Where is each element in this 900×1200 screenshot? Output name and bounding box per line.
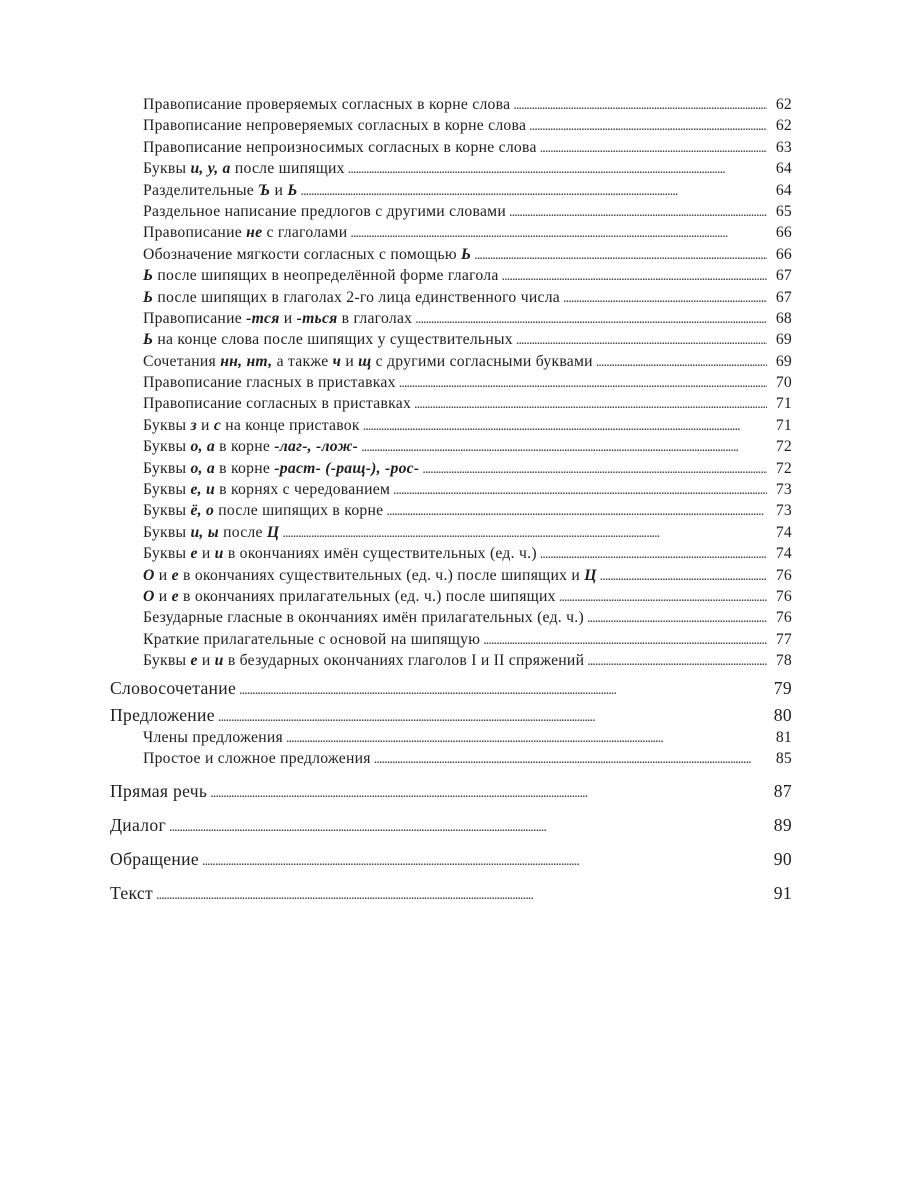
section-title: Прямая речь (110, 781, 208, 802)
toc-subentry[interactable] (110, 565, 792, 586)
title-text: Обозначение мягкости согласных с помощью (143, 245, 462, 263)
page-number: 91 (773, 883, 792, 904)
title-text: Буквы (143, 481, 191, 499)
page-number: 73 (775, 481, 792, 499)
subentry-title (143, 500, 383, 521)
emphasized-letters: с (213, 416, 222, 434)
subentry-title (143, 351, 593, 372)
subsection-list-sentence (110, 727, 792, 770)
subentry-title (143, 137, 537, 158)
title-text: после шипящих в корне (214, 502, 384, 520)
title-text: в безударных окончаниях глаголов I и II спряжений (223, 652, 585, 670)
emphasized-letters: О (143, 566, 155, 584)
emphasized-letters: -раст- (-ращ-), -рос- (274, 459, 420, 477)
emphasized-letters: е (171, 587, 179, 605)
emphasized-letters: и, у, а (190, 160, 231, 178)
subsection-list-orthography (110, 94, 792, 672)
title-text: Правописание (143, 309, 247, 327)
title-text: с глаголами (262, 224, 348, 242)
page-number: 72 (775, 459, 792, 477)
emphasized-letters: щ (358, 352, 372, 370)
title-text: Правописание непроизносимых согласных в корне слова (143, 138, 537, 156)
emphasized-letters: е (190, 652, 198, 670)
title-text: Буквы (143, 160, 191, 178)
toc-subentry[interactable] (110, 201, 792, 222)
dot-leader (399, 372, 767, 394)
toc-subentry[interactable] (110, 436, 792, 457)
page-number: 70 (775, 374, 792, 392)
emphasized-letters: Ь (143, 267, 154, 285)
toc-subentry[interactable] (110, 137, 792, 158)
table-of-contents (110, 94, 792, 905)
dot-leader (513, 94, 767, 116)
toc-subentry[interactable] (110, 607, 792, 628)
toc-subentry[interactable] (110, 244, 792, 265)
subentry-title (143, 222, 347, 243)
dot-leader (301, 180, 767, 202)
toc-subentry[interactable] (110, 265, 792, 286)
emphasized-letters: не (246, 224, 263, 242)
page-number: 66 (775, 245, 792, 263)
toc-subentry[interactable] (110, 479, 792, 500)
page-number: 68 (775, 309, 792, 327)
page-number: 72 (775, 438, 792, 456)
subentry-title (143, 158, 345, 179)
emphasized-letters: Ь (143, 288, 154, 306)
toc-subentry[interactable] (110, 650, 792, 671)
page-number: 85 (775, 749, 792, 767)
dot-leader (156, 881, 767, 908)
dot-leader (348, 158, 767, 180)
dot-leader (516, 329, 767, 351)
page-number: 76 (775, 587, 792, 605)
page-number: 73 (775, 502, 792, 520)
page-number: 78 (775, 652, 792, 670)
toc-section-slovosochetanie[interactable] (110, 676, 792, 700)
title-text: в глаголах (337, 309, 413, 327)
page-number: 77 (775, 630, 792, 648)
toc-section-pryamaya-rech[interactable] (110, 779, 792, 803)
toc-subentry[interactable] (110, 543, 792, 564)
dot-leader (559, 586, 767, 608)
title-text: Сочетания (143, 352, 221, 370)
subentry-title (143, 393, 411, 414)
subentry-title (143, 244, 471, 265)
subentry-title (143, 372, 396, 393)
toc-subentry[interactable] (110, 372, 792, 393)
subentry-title (143, 586, 556, 607)
dot-leader (483, 629, 767, 651)
emphasized-letters: Ь (287, 181, 298, 199)
title-text: Правописание согласных в приставках (143, 395, 412, 413)
emphasized-letters: и (214, 545, 224, 563)
dot-leader (286, 727, 767, 749)
title-text: с другими согласными буквами (371, 352, 593, 370)
title-text: Краткие прилагательные с основой на шипящую (143, 630, 481, 648)
dot-leader (393, 479, 767, 501)
section-title: Обращение (110, 849, 199, 870)
title-text: а также (272, 352, 333, 370)
title-text: Безударные гласные в окончаниях имён прилагательных (ед. ч.) (143, 609, 584, 627)
toc-subentry[interactable] (110, 115, 792, 136)
subentry-title (143, 458, 419, 479)
section-title: Предложение (110, 704, 215, 725)
page-number: 69 (775, 352, 792, 370)
title-text: Правописание гласных в приставках (143, 374, 396, 392)
page-number: 67 (775, 267, 792, 285)
subentry-title (143, 565, 597, 586)
emphasized-letters: нн, нт, (220, 352, 273, 370)
emphasized-letters: -лаг-, -лож- (274, 438, 359, 456)
dot-leader (350, 222, 767, 244)
subentry-title (143, 436, 358, 457)
toc-subentry[interactable] (110, 748, 792, 769)
title-text: Правописание непроверяемых согласных в корне слова (143, 117, 527, 135)
page-number: 62 (775, 96, 792, 113)
title-text: Буквы (143, 545, 191, 563)
title-text: и (270, 181, 288, 199)
toc-subentry[interactable] (110, 94, 792, 115)
page-number: 89 (773, 815, 792, 836)
subentry-title (143, 115, 526, 136)
title-text: и (279, 309, 297, 327)
toc-section-tekst[interactable] (110, 881, 792, 905)
page-number: 81 (775, 728, 792, 746)
toc-section-predlozhenie[interactable] (110, 703, 792, 727)
toc-subentry[interactable] (110, 393, 792, 414)
toc-section-obrashchenie[interactable] (110, 847, 792, 871)
title-text: и (196, 416, 214, 434)
title-text: Члены предложения (143, 728, 283, 746)
subentry-title (143, 629, 480, 650)
dot-leader (563, 287, 767, 309)
subentry-title (143, 287, 560, 308)
page-number: 65 (775, 202, 792, 220)
emphasized-letters: О (143, 587, 155, 605)
toc-subentry[interactable] (110, 458, 792, 479)
title-text: Буквы (143, 652, 191, 670)
page-number: 80 (773, 704, 792, 725)
page-number: 64 (775, 181, 792, 199)
toc-subentry[interactable] (110, 586, 792, 607)
page-number: 66 (775, 224, 792, 242)
dot-leader (529, 115, 767, 137)
page-number: 76 (775, 566, 792, 584)
subentry-title (143, 308, 412, 329)
subentry-title (143, 650, 584, 671)
title-text: Раздельное написание предлогов с другими словами (143, 202, 506, 220)
dot-leader (596, 351, 767, 373)
dot-leader (361, 436, 767, 458)
dot-leader (587, 650, 767, 672)
dot-leader (600, 565, 767, 587)
toc-subentry[interactable] (110, 727, 792, 748)
emphasized-letters: о, а (190, 459, 215, 477)
title-text: Буквы (143, 416, 191, 434)
emphasized-letters: е (171, 566, 179, 584)
subentry-title (143, 727, 283, 748)
emphasized-letters: -тся (246, 309, 280, 327)
title-text: Правописание (143, 224, 247, 242)
subentry-title (143, 201, 506, 222)
title-text: Буквы (143, 438, 191, 456)
toc-subentry[interactable] (110, 415, 792, 436)
title-text: после шипящих в глаголах 2-го лица единственного числа (153, 288, 560, 306)
dot-leader (386, 500, 767, 522)
title-text: Буквы (143, 523, 191, 541)
page-number: 63 (775, 138, 792, 156)
emphasized-letters: и (214, 652, 224, 670)
dot-leader (587, 607, 767, 629)
page-number: 87 (773, 781, 792, 802)
page-number: 79 (773, 677, 792, 698)
subentry-title (143, 94, 510, 115)
title-text: в корне (214, 459, 275, 477)
emphasized-letters: -ться (296, 309, 338, 327)
title-text: Разделительные (143, 181, 259, 199)
toc-subentry[interactable] (110, 351, 792, 372)
title-text: и (154, 566, 172, 584)
title-text: Правописание проверяемых согласных в корне слова (143, 96, 511, 113)
emphasized-letters: Ц (584, 566, 597, 584)
toc-subentry[interactable] (110, 308, 792, 329)
title-text: в окончаниях существительных (ед. ч.) после шипящих и (178, 566, 585, 584)
title-text: в окончаниях имён существительных (ед. ч.) (223, 545, 537, 563)
page-number: 62 (775, 117, 792, 135)
dot-leader (202, 847, 767, 874)
dot-leader (282, 522, 767, 544)
page-number: 69 (775, 331, 792, 349)
dot-leader (210, 779, 767, 806)
toc-subentry[interactable] (110, 522, 792, 543)
dot-leader (540, 543, 767, 565)
toc-subentry[interactable] (110, 500, 792, 521)
page-number: 74 (775, 545, 792, 563)
subentry-title (143, 329, 513, 350)
title-text: в корне (214, 438, 275, 456)
page-number: 67 (775, 288, 792, 306)
dot-leader (414, 393, 767, 415)
subentry-title (143, 748, 371, 769)
subentry-title (143, 265, 499, 286)
toc-subentry[interactable] (110, 329, 792, 350)
title-text: и (341, 352, 359, 370)
page-number: 74 (775, 523, 792, 541)
page-number: 71 (775, 395, 792, 413)
emphasized-letters: з (190, 416, 197, 434)
section-title: Диалог (110, 815, 166, 836)
title-text: и (154, 587, 172, 605)
subentry-title (143, 180, 298, 201)
dot-leader (502, 265, 767, 287)
section-title: Текст (110, 883, 153, 904)
emphasized-letters: ё, о (190, 502, 215, 520)
toc-subentry[interactable] (110, 287, 792, 308)
page-number: 64 (775, 160, 792, 178)
emphasized-letters: Ь (143, 331, 154, 349)
dot-leader (218, 703, 767, 730)
toc-section-dialog[interactable] (110, 813, 792, 837)
emphasized-letters: Ъ (258, 181, 271, 199)
dot-leader (363, 415, 767, 437)
title-text: и (197, 652, 215, 670)
title-text: после (218, 523, 267, 541)
dot-leader (169, 813, 767, 840)
emphasized-letters: е (190, 545, 198, 563)
page-number: 76 (775, 609, 792, 627)
subentry-title (143, 479, 390, 500)
emphasized-letters: Ь (461, 245, 472, 263)
title-text: в корнях с чередованием (214, 481, 391, 499)
page-number: 90 (773, 849, 792, 870)
dot-leader (415, 308, 767, 330)
toc-subentry[interactable] (110, 222, 792, 243)
subentry-title (143, 415, 360, 436)
toc-subentry[interactable] (110, 629, 792, 650)
section-title: Словосочетание (110, 677, 237, 698)
emphasized-letters: ч (332, 352, 342, 370)
title-text: Буквы (143, 459, 191, 477)
dot-leader (374, 748, 767, 770)
dot-leader (540, 137, 767, 159)
toc-subentry[interactable] (110, 158, 792, 179)
subentry-title (143, 522, 279, 543)
dot-leader (509, 201, 767, 223)
dot-leader (422, 458, 767, 480)
title-text: на конце приставок (221, 416, 360, 434)
emphasized-letters: о, а (190, 438, 215, 456)
title-text: после шипящих в неопределённой форме глагола (153, 267, 499, 285)
title-text: в окончаниях прилагательных (ед. ч.) после шипящих (178, 587, 556, 605)
emphasized-letters: е, и (190, 481, 215, 499)
subentry-title (143, 543, 537, 564)
title-text: на конце слова после шипящих у существительных (153, 331, 513, 349)
title-text: и (197, 545, 215, 563)
dot-leader (239, 676, 767, 703)
subentry-title (143, 607, 584, 628)
toc-subentry[interactable] (110, 180, 792, 201)
emphasized-letters: и, ы (190, 523, 219, 541)
title-text: Буквы (143, 502, 191, 520)
emphasized-letters: Ц (266, 523, 280, 541)
title-text: Простое и сложное предложения (143, 749, 371, 767)
dot-leader (474, 244, 767, 266)
page-number: 71 (775, 416, 792, 434)
title-text: после шипящих (230, 160, 345, 178)
